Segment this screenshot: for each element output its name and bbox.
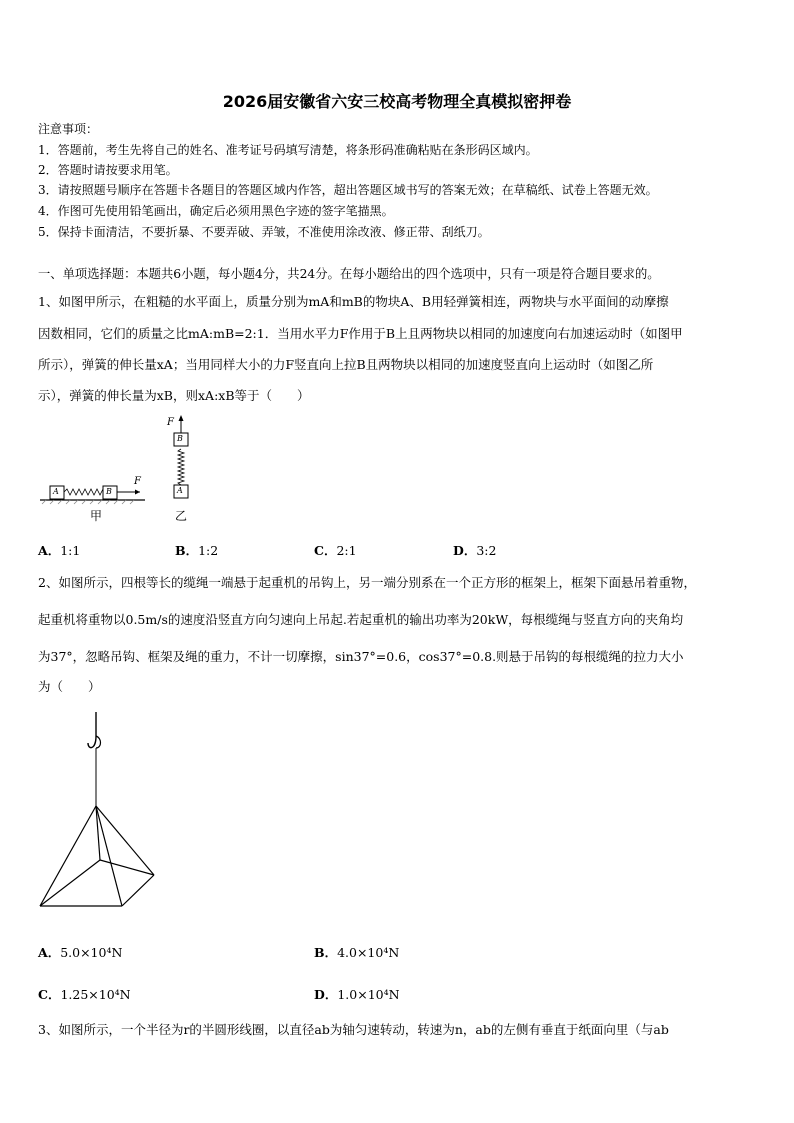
notes-heading: 注意事项： bbox=[38, 122, 99, 136]
q2-line: 起重机将重物以0.5m/s的速度沿竖直方向匀速向上吊起.若起重机的输出功率为20kW，每根缆绳与竖直方向的夹角均 bbox=[38, 612, 684, 627]
q2-line: 为（ ） bbox=[38, 679, 101, 694]
force-f-label: F bbox=[167, 417, 174, 428]
note-item: 2．答题时请按要求用笔。 bbox=[38, 163, 178, 177]
crane-frame-figure bbox=[36, 710, 166, 910]
q2-option-c[interactable]: C．1.25×10⁴N bbox=[38, 987, 131, 1002]
note-item: 5．保持卡面清洁，不要折暴、不要弄破、弄皱，不准使用涂改液、修正带、刮纸刀。 bbox=[38, 225, 490, 239]
force-f-label: F bbox=[134, 476, 141, 487]
q3-line: 3、如图所示，一个半径为r的半圆形线圈，以直径ab为轴匀速转动，转速为n，ab的左侧有垂直于纸面向里（与ab bbox=[38, 1022, 669, 1037]
q1-option-d[interactable]: D．3:2 bbox=[453, 543, 497, 558]
block-a-label: A bbox=[177, 486, 183, 495]
note-item: 1．答题前，考生先将自己的姓名、准考证号码填写清楚，将条形码准确粘贴在条形码区域内。 bbox=[38, 143, 538, 157]
q1-option-c[interactable]: C．2:1 bbox=[314, 543, 357, 558]
q1-line: 示），弹簧的伸长量为xB，则xA:xB等于（ ） bbox=[38, 388, 310, 403]
q1-option-a[interactable]: A．1:1 bbox=[38, 543, 81, 558]
q1-line: 因数相同，它们的质量之比mA:mB=2:1．当用水平力F作用于B上且两物块以相同的加速度向右加速运动时（如图甲 bbox=[38, 326, 683, 341]
block-a-label: A bbox=[53, 487, 59, 496]
q1-line: 所示），弹簧的伸长量xA；当用同样大小的力F竖直向上拉B且两物块以相同的加速度竖直向上运动时（如图乙所 bbox=[38, 357, 654, 372]
q1-line: 1、如图甲所示，在粗糙的水平面上，质量分别为mA和mB的物块A、B用轻弹簧相连，两物块与水平面间的动摩擦 bbox=[38, 294, 669, 309]
section-heading: 一、单项选择题：本题共6小题，每小题4分，共24分。在每小题给出的四个选项中，只有一项是符合题目要求的。 bbox=[38, 267, 660, 281]
note-item: 4．作图可先使用铅笔画出，确定后必须用黑色字迹的签字笔描黑。 bbox=[38, 204, 394, 218]
q2-option-b[interactable]: B．4.0×10⁴N bbox=[314, 945, 400, 960]
figure-caption-yi: 乙 bbox=[175, 509, 188, 523]
q2-option-d[interactable]: D．1.0×10⁴N bbox=[314, 987, 400, 1002]
block-b-label: B bbox=[106, 487, 112, 496]
q2-line: 为37°，忽略吊钩、框架及绳的重力，不计一切摩擦，sin37°=0.6，cos37°=0.8.则悬于吊钩的每根缆绳的拉力大小 bbox=[38, 649, 684, 664]
figure-caption-jia: 甲 bbox=[90, 509, 103, 523]
note-item: 3．请按照题号顺序在答题卡各题目的答题区域内作答，超出答题区域书写的答案无效；在草稿纸、试卷上答题无效。 bbox=[38, 183, 658, 197]
q2-option-a[interactable]: A．5.0×10⁴N bbox=[38, 945, 123, 960]
page-title: 2026届安徽省六安三校高考物理全真模拟密押卷 bbox=[222, 92, 572, 111]
q1-option-b[interactable]: B．1:2 bbox=[175, 543, 219, 558]
block-b-label: B bbox=[177, 434, 183, 443]
q2-line: 2、如图所示，四根等长的缆绳一端悬于起重机的吊钩上，另一端分别系在一个正方形的框架上，框架下面悬吊着重物， bbox=[38, 575, 696, 590]
